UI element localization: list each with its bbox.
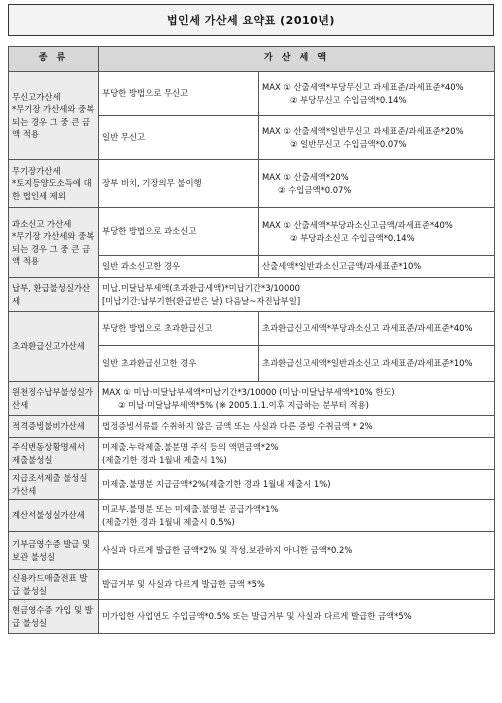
- row-amount: 초과환급신고세액*일반과소신고 과세표준/과세표준*10%: [259, 346, 495, 382]
- row-subtype: 부당한 방법으로 초과환급신고: [99, 312, 259, 346]
- row-amount: 미납.미달납부세액(초과환급세액)*미납기간*3/10000 [미납기간:납부기한(환급받은 날) 다음날~자진납부일]: [99, 278, 495, 312]
- header-amount: 가 산 세 액: [99, 47, 495, 72]
- row-amount: 미제출.누락제출.불분명 주식 등의 액면금액*2% (제출기한 경과 1월내 제출시 1%): [99, 438, 495, 470]
- row-amount: 미교부.불명분 또는 미제출.불명분 공급가액*1% (제출기한 경과 1월내 제출시 0.5%): [99, 500, 495, 532]
- table-row: [9, 600, 495, 634]
- row-category: 원천징수납부불성실가산세: [9, 382, 99, 416]
- row-category: 무신고가산세 *무기장 가산세와 중복되는 경우 그 중 큰 금액 적용: [9, 72, 99, 160]
- table-row: [9, 278, 495, 312]
- row-amount: MAX ① 산출세액*부당과소신고금액/과세표준*40% ② 부당과소신고 수입금액*0.14%: [259, 208, 495, 256]
- table-row: [9, 72, 495, 116]
- table-row: [9, 438, 495, 470]
- table-row: [9, 208, 495, 256]
- header-type: 종 류: [9, 47, 99, 72]
- row-subtype: 일반 초과환급신고한 경우: [99, 346, 259, 382]
- table-row: [9, 382, 495, 416]
- row-amount: 산출세액*일반과소신고금액/과세표준*10%: [259, 256, 495, 278]
- row-subtype: 일반 과소신고한 경우: [99, 256, 259, 278]
- row-category: 적격증빙불비가산세: [9, 416, 99, 438]
- row-amount: MAX ① 산출세액*일반무신고 과세표준/과세표준*20% ② 일반무신고 수입금액*0.07%: [259, 116, 495, 160]
- document-title: 법인세 가산세 요약표 (2010년): [8, 4, 494, 36]
- row-category: 무기장가산세 *토지등양도소득에 대한 법인세 제외: [9, 160, 99, 208]
- table-row: [9, 500, 495, 532]
- row-subtype: 장부 비치, 기장의무 불이행: [99, 160, 259, 208]
- row-amount: MAX ① 미납·미달납부세액*미납기간*3/10000 (미납·미달납부세액*10% 한도) ② 미납·미달납부세액*5% (※ 2005.1.1.이후 지급하는 분부터 적용): [99, 382, 495, 416]
- row-category: 주식변동상황명세서 제출불성실: [9, 438, 99, 470]
- row-category: 현금영수증 가입 및 발급 불성실: [9, 600, 99, 634]
- row-category: 지급조서제출 불성실가산세: [9, 470, 99, 500]
- row-amount: 사실과 다르게 발급한 금액*2% 및 작성.보관하지 아니한 금액*0.2%: [99, 532, 495, 570]
- table-row: [9, 570, 495, 600]
- row-subtype: 부당한 방법으로 과소신고: [99, 208, 259, 256]
- table-row: [9, 416, 495, 438]
- row-amount: 초과환급신고세액*부당과소신고 과세표준/과세표준*40%: [259, 312, 495, 346]
- row-subtype: 일반 무신고: [99, 116, 259, 160]
- row-amount: 미제출.불명분 지급금액*2%(제출기한 경과 1월내 제출시 1%): [99, 470, 495, 500]
- table-row: [9, 312, 495, 346]
- table-header-row: [9, 47, 495, 72]
- penalty-tax-table: [8, 46, 495, 634]
- row-subtype: 부당한 방법으로 무신고: [99, 72, 259, 116]
- row-category: 기부금영수증 발급 및 보관 불성실: [9, 532, 99, 570]
- row-amount: MAX ① 산출세액*20% ② 수입금액*0.07%: [259, 160, 495, 208]
- row-category: 계산서불성실가산세: [9, 500, 99, 532]
- table-row: [9, 470, 495, 500]
- table-row: [9, 532, 495, 570]
- row-category: 납부, 환급불성실가산세: [9, 278, 99, 312]
- row-amount: MAX ① 산출세액*부당무신고 과세표준/과세표준*40% ② 부당무신고 수입금액*0.14%: [259, 72, 495, 116]
- row-amount: 법정증빙서류를 수취하지 않은 금액 또는 사실과 다른 증빙 수취금액 * 2%: [99, 416, 495, 438]
- table-row: [9, 160, 495, 208]
- row-category: 초과환급신고가산세: [9, 312, 99, 382]
- row-category: 과소신고 가산세 *무기장 가산세와 중복되는 경우 그 중 큰 금액 적용: [9, 208, 99, 278]
- row-amount: 발급거부 및 사실과 다르게 발급한 금액 *5%: [99, 570, 495, 600]
- document-page: [8, 4, 494, 634]
- row-amount: 미가입한 사업연도 수입금액*0.5% 또는 발급거부 및 사실과 다르게 발급한 금액*5%: [99, 600, 495, 634]
- row-category: 신용카드매출전표 발급 불성실: [9, 570, 99, 600]
